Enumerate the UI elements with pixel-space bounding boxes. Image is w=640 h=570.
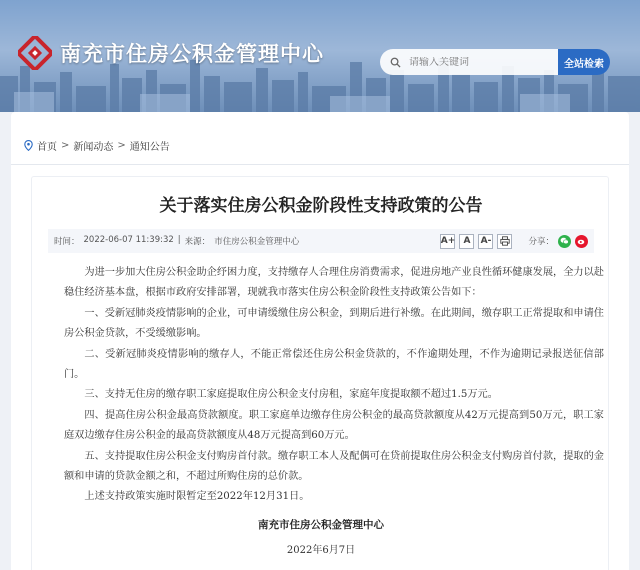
main-card <box>11 112 629 570</box>
weibo-share-icon[interactable] <box>575 235 588 248</box>
time-label: 时间： <box>54 237 80 247</box>
font-size-increase-button[interactable]: A+ <box>440 234 455 249</box>
breadcrumb-separator: > <box>61 140 70 151</box>
breadcrumb-notices[interactable]: 通知公告 <box>129 142 170 153</box>
font-size-default-button[interactable]: A <box>459 234 474 249</box>
article-paragraph: 五、支持提取住房公积金支付购房首付款。缴存职工本人及配偶可在贷前提取住房公积金支付购房首付款，提取的金额和申请的贷款金额之和，不超过所购住房的总价款。 <box>64 450 604 483</box>
article-paragraph: 四、提高住房公积金最高贷款额度。职工家庭单边缴存住房公积金的最高贷款额度从42万元提高到50万元，职工家庭双边缴存住房公积金的最高贷款额度从48万元提高到60万元。 <box>64 409 604 442</box>
share-label: 分享： <box>528 237 554 247</box>
meta-divider: | <box>177 235 181 245</box>
breadcrumb-separator: > <box>117 140 126 151</box>
font-size-decrease-button[interactable]: A- <box>478 234 493 249</box>
article-signature: 南充市住房公积金管理中心 <box>258 519 384 531</box>
header-banner <box>0 0 640 112</box>
article-paragraph: 三、支持无住房的缴存职工家庭提取住房公积金支付房租，家庭年度提取额不超过1.5万元。 <box>84 389 498 401</box>
search-input[interactable] <box>409 57 549 68</box>
article-source: 市住房公积金管理中心 <box>214 237 300 247</box>
article-paragraph: 为进一步加大住房公积金助企纾困力度，支持缴存人合理住房消费需求，促进房地产业良性循环健康发展，全力以赴稳住经济基本盘，根据市政府安排部署，现就我市落实住房公积金阶段性支持政策公告如下： <box>64 267 604 299</box>
publish-time: 2022-06-07 11:39:32 <box>83 235 174 245</box>
print-icon <box>500 236 510 246</box>
source-label: 来源： <box>184 237 211 247</box>
search-icon <box>390 57 401 68</box>
article-paragraph: 二、受新冠肺炎疫情影响的缴存人，不能正常偿还住房公积金贷款的，不作逾期处理，不作为逾期记录报送征信部门。 <box>64 348 604 381</box>
article-paragraph: 上述支持政策实施时限暂定至2022年12月31日。 <box>84 491 310 503</box>
site-search-button[interactable]: 全站检索 <box>558 49 610 75</box>
search-box[interactable] <box>380 49 558 75</box>
site-logo[interactable] <box>18 36 52 70</box>
print-button[interactable] <box>497 234 512 249</box>
article-signature-date: 2022年6月7日 <box>286 545 356 556</box>
article-meta-bar <box>48 229 594 253</box>
wechat-share-icon[interactable] <box>558 235 571 248</box>
location-pin-icon <box>24 140 33 151</box>
article-content <box>64 263 604 508</box>
breadcrumb-news[interactable]: 新闻动态 <box>73 142 114 153</box>
breadcrumb-home[interactable]: 首页 <box>37 142 57 153</box>
divider <box>11 164 629 165</box>
site-title[interactable]: 南充市住房公积金管理中心 <box>60 42 324 66</box>
article-paragraph: 一、受新冠肺炎疫情影响的企业，可申请缓缴住房公积金，到期后进行补缴。在此期间，缴存职工正常提取和申请住房公积金贷款，不受缓缴影响。 <box>64 307 604 340</box>
article-title: 关于落实住房公积金阶段性支持政策的公告 <box>159 196 483 216</box>
article-panel <box>31 176 609 570</box>
breadcrumb <box>24 138 170 153</box>
